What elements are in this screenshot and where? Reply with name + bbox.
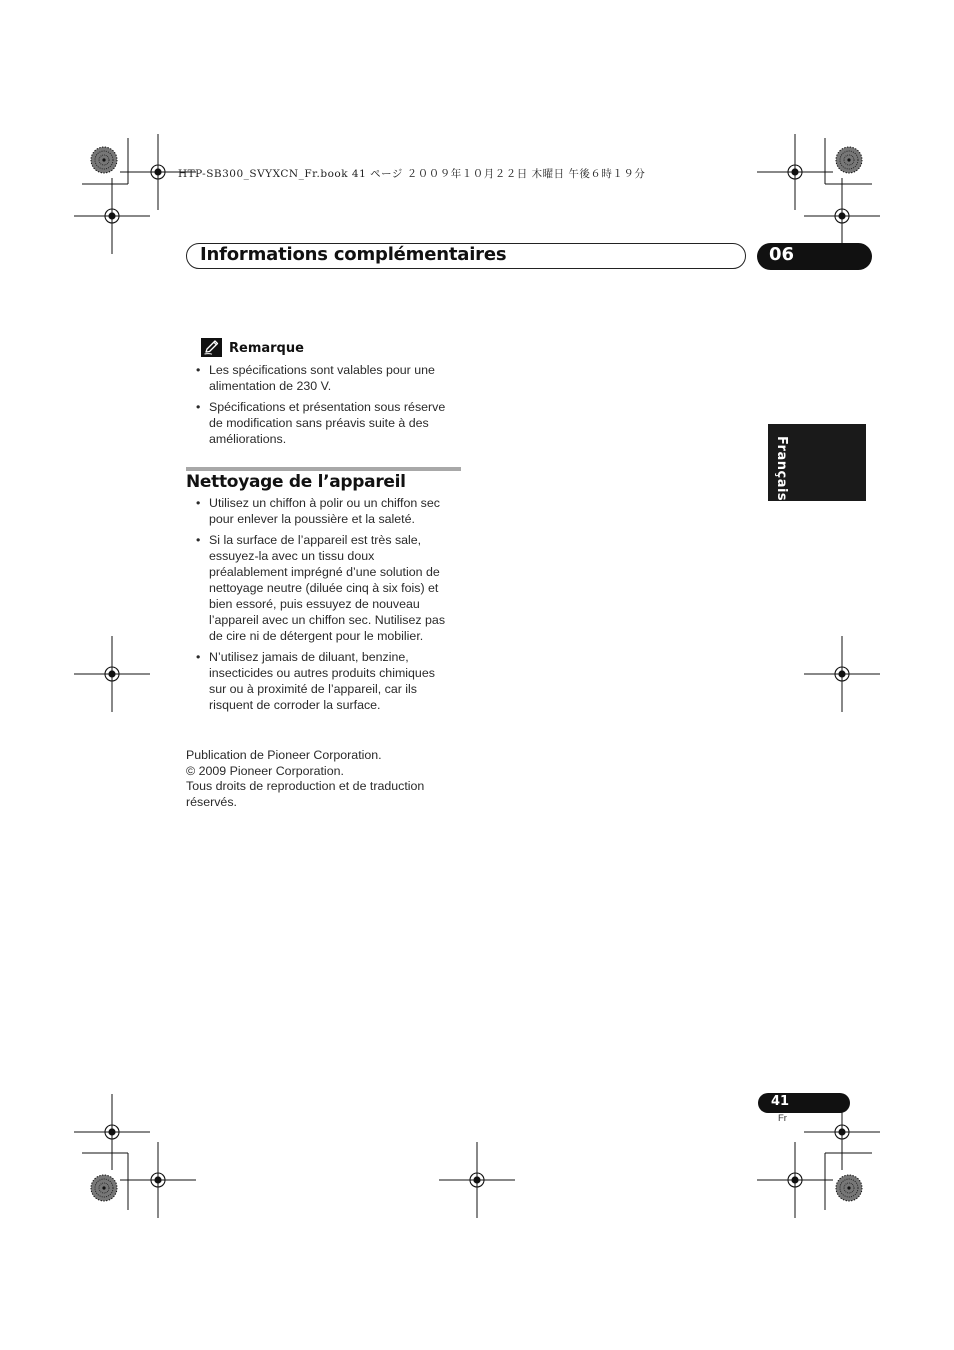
page-number: 41: [771, 1094, 790, 1109]
list-item: • Spécifications et présentation sous réserve de modification sans préavis suite à des améliorations.: [196, 399, 452, 447]
printer-info-line: HTP-SB300_SVYXCN_Fr.book 41 ページ ２００９年１０月２２日 木曜日 午後６時１９分: [178, 168, 646, 180]
chapter-number: 06: [769, 244, 795, 265]
page-language-code: Fr: [778, 1113, 787, 1124]
language-tab: [768, 424, 866, 501]
list-item: • Les spécifications sont valables pour une alimentation de 230 V.: [196, 362, 452, 394]
rights-line: Tous droits de reproduction et de traduction: [186, 779, 425, 793]
cleaning-list: [196, 495, 452, 718]
list-item: • Utilisez un chiffon à polir ou un chiffon sec pour enlever la poussière et la saleté.: [196, 495, 452, 527]
note-heading: Remarque: [229, 341, 304, 356]
section-title: Nettoyage de l’appareil: [186, 472, 406, 492]
section-divider: [186, 467, 461, 471]
list-item: • Si la surface de l’appareil est très sale, essuyez-la avec un tissu doux préalablement imprégné d’une solution de nettoyage neutre (diluée cinq à six fois) et bien essoré, puis essuyez de nouveau l’appareil avec un chiffon sec. Nutilisez pas de cire ni de détergent pour le mobilier.: [196, 532, 452, 644]
note-list: [196, 362, 452, 452]
rights-line: réservés.: [186, 794, 237, 809]
pencil-icon: [201, 338, 222, 357]
publication-info: [186, 748, 466, 810]
publication-line: Publication de Pioneer Corporation.: [186, 748, 382, 762]
copyright-line: © 2009 Pioneer Corporation.: [186, 763, 344, 778]
language-label: Français: [774, 436, 789, 502]
page-title: Informations complémentaires: [200, 244, 507, 265]
list-item: • N’utilisez jamais de diluant, benzine, insecticides ou autres produits chimiques sur ou à proximité de l’appareil, car ils risquent de corroder la surface.: [196, 649, 452, 713]
